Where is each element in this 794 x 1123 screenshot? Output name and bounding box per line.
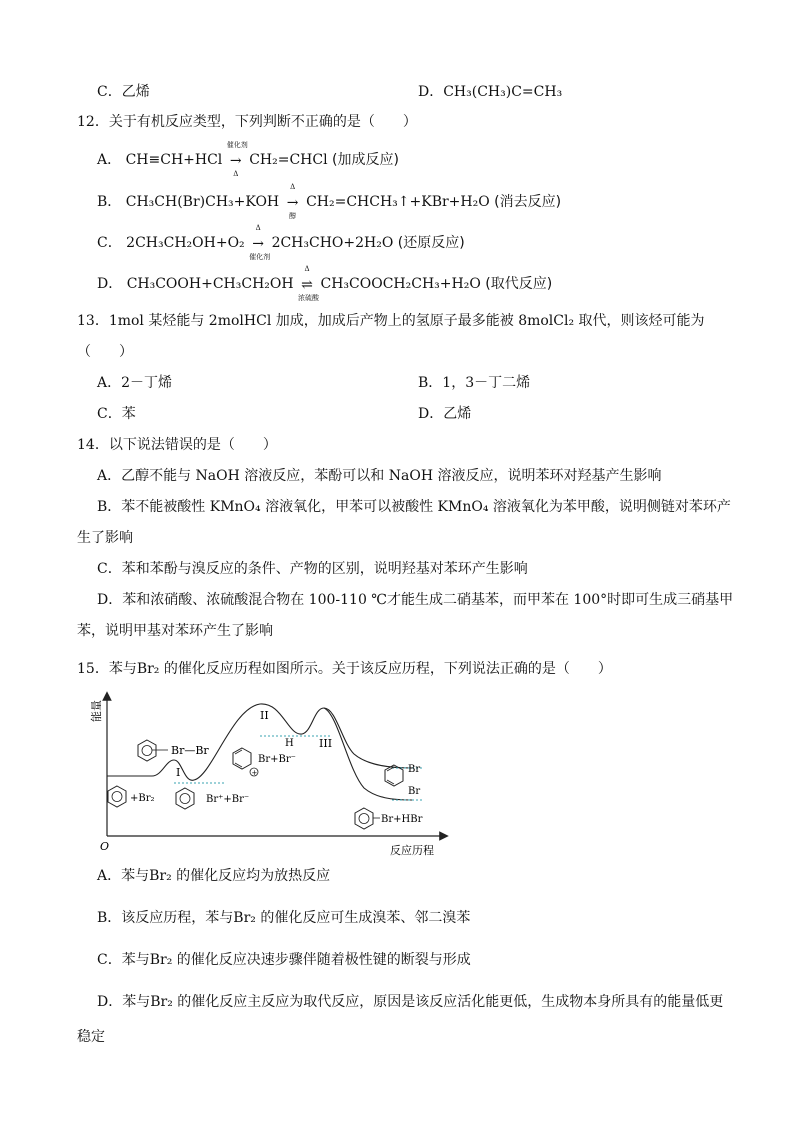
q15-option-c: C．苯与Br₂ 的催化反应决速步骤伴随着极性键的断裂与形成 [97, 952, 471, 968]
benzene-ring-icon [355, 808, 373, 829]
q13-stem: 13．1mol 某烃能与 2molHCl 加成，加成后产物上的氢原子最多能被 8molCl₂ 取代，则该烃可能为 [77, 313, 705, 329]
ts-label-3: III [319, 737, 333, 750]
reactant-label: +Br₂ [130, 793, 155, 804]
q15-stem: 15．苯与Br₂ 的催化反应历程如图所示。关于该反应历程，下列说法正确的是（ ） [77, 661, 612, 677]
q15-option-a: A．苯与Br₂ 的催化反应均为放热反应 [97, 868, 331, 884]
q14-option-a: A．乙醇不能与 NaOH 溶液反应，苯酚可以和 NaOH 溶液反应，说明苯环对羟基产生影响 [97, 468, 662, 484]
q13-option-d: D．乙烯 [418, 406, 472, 422]
arenium-ring-icon [233, 748, 258, 777]
q14-option-b-cont: 生了影响 [77, 530, 133, 546]
product-sub-label: Br+HBr [381, 814, 423, 825]
q14-option-c: C．苯和苯酚与溴反应的条件、产物的区别，说明羟基对苯环产生影响 [97, 561, 528, 577]
q15-option-b: B．该反应历程，苯与Br₂ 的催化反应可生成溴苯、邻二溴苯 [97, 910, 471, 926]
q13-option-a: A．2－丁烯 [97, 375, 173, 391]
q15-option-d: D．苯与Br₂ 的催化反应主反应为取代反应，原因是该反应活化能更低，生成物本身所具有的能量低更 [97, 994, 724, 1010]
x-axis-label: 反应历程 [390, 844, 434, 857]
reaction-arrow: 催化剂 → Δ [226, 141, 248, 178]
benzene-ring-icon [138, 740, 156, 761]
ts-label-2: II [260, 709, 269, 722]
q13-option-c: C．苯 [97, 406, 136, 422]
q14-option-b: B．苯不能被酸性 KMnO₄ 溶液氧化，甲苯可以被酸性 KMnO₄ 溶液氧化为苯甲酸，说明侧链对苯环产 [97, 499, 731, 515]
intermediate-2-label: Br+Br⁻ [258, 754, 296, 765]
q14-option-d: D．苯和浓硝酸、浓硫酸混合物在 100-110 ℃才能生成二硝基苯，而甲苯在 100°时即可生成三硝基甲 [97, 592, 734, 608]
q15-option-d-cont: 稳定 [77, 1029, 105, 1045]
q13-option-b: B．1，3－丁二烯 [418, 375, 531, 391]
q12-option-c: C． 2CH₃CH₂OH+O₂ Δ → 催化剂 2CH₃CHO+2H₂O (还原反应) [97, 224, 465, 261]
q14-option-d-cont: 苯，说明甲基对苯环产生了影响 [77, 623, 273, 639]
reaction-arrow: Δ ⇌ 浓硫酸 [298, 265, 320, 302]
product-add-br-bottom: Br [408, 786, 421, 797]
q11-option-d: D．CH₃(CH₃)C=CH₃ [418, 84, 563, 100]
complex-label: Br—Br [171, 744, 209, 757]
energy-diagram [92, 688, 452, 858]
intermediate-1-label: Br⁺+Br⁻ [206, 794, 250, 805]
q12-stem: 12．关于有机反应类型，下列判断不正确的是（ ） [77, 114, 417, 130]
ts-label-1: I [176, 766, 181, 779]
q12-option-b: B． CH₃CH(Br)CH₃+KOH Δ → 醇 CH₂=CHCH₃↑+KBr+H₂O (消去反应) [97, 183, 562, 220]
q13-stem-blank: （ ） [77, 344, 133, 360]
q12-option-d: D． CH₃COOH+CH₃CH₂OH Δ ⇌ 浓硫酸 CH₃COOCH₂CH₃+H₂O (取代反应) [97, 265, 553, 302]
intermediate-2-h: H [285, 738, 294, 749]
y-axis-label: 能量 [90, 700, 103, 722]
q12-option-a: A． CH≡CH+HCl 催化剂 → Δ CH₂=CHCl (加成反应) [97, 141, 399, 178]
reaction-arrow: Δ → 催化剂 [249, 224, 271, 261]
q14-stem: 14．以下说法错误的是（ ） [77, 437, 277, 453]
q11-option-c: C．乙烯 [97, 84, 150, 100]
product-add-br-top: Br [408, 764, 421, 775]
benzene-ring-icon [176, 788, 194, 809]
benzene-ring-icon [108, 786, 126, 807]
origin-label: O [100, 840, 110, 853]
reaction-arrow: Δ → 醇 [286, 183, 299, 220]
svg-text:+: + [251, 769, 258, 777]
